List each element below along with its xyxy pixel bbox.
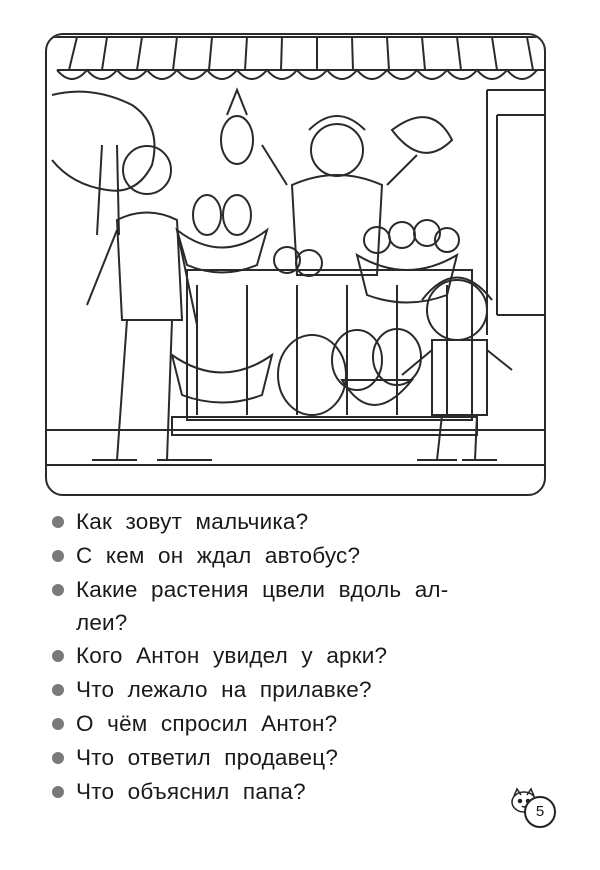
question-text: Кого Антон увидел у арки? (76, 643, 388, 668)
question-text: Что ответил продавец? (76, 745, 339, 770)
question-text: Как зовут мальчика? (76, 509, 309, 534)
question-item (48, 707, 558, 741)
bullet-icon (52, 550, 64, 562)
awning-stripes (69, 37, 533, 70)
question-item (48, 539, 558, 573)
question-item (48, 673, 558, 707)
bullet-icon (52, 718, 64, 730)
page-number-badge (508, 786, 560, 832)
question-text: О чём спросил Антон? (76, 711, 338, 736)
market-scene-drawing (47, 35, 544, 494)
question-text: Что объяснил папа? (76, 779, 306, 804)
page-number: 5 (524, 796, 556, 828)
question-text: Что лежало на прилавке? (76, 677, 372, 702)
question-item (48, 775, 558, 809)
question-item (48, 573, 558, 639)
question-item (48, 505, 558, 539)
question-item (48, 639, 558, 673)
bullet-icon (52, 786, 64, 798)
bullet-icon (52, 752, 64, 764)
bullet-icon (52, 650, 64, 662)
bullet-icon (52, 684, 64, 696)
question-text: Какие растения цвели вдоль ал- леи? (76, 577, 449, 635)
market-illustration (45, 33, 546, 496)
bullet-icon (52, 584, 64, 596)
question-item (48, 741, 558, 775)
bullet-icon (52, 516, 64, 528)
question-list (48, 505, 558, 809)
question-text: С кем он ждал автобус? (76, 543, 361, 568)
